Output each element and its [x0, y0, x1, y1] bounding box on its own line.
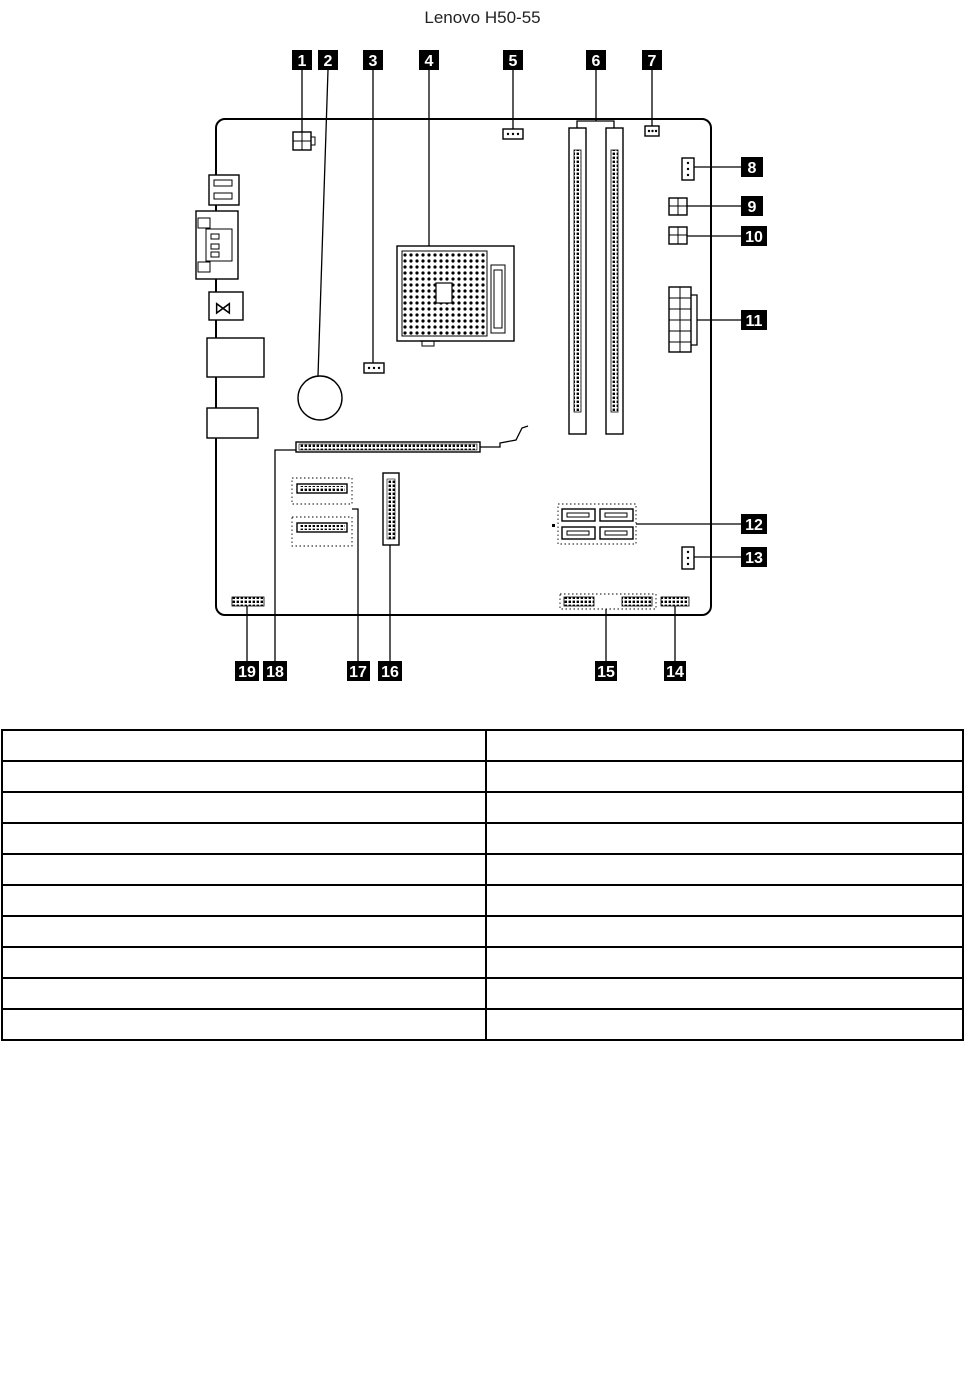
power-connector-9	[669, 198, 687, 215]
callout-label-8: 8	[747, 160, 757, 177]
table-cell-description	[486, 885, 963, 916]
memory-slot-1	[569, 128, 586, 434]
diagram-title: Lenovo H50-55	[424, 8, 541, 27]
table-cell-description	[486, 916, 963, 947]
callout-13	[741, 547, 767, 567]
header-19	[232, 597, 264, 606]
callout-18	[263, 661, 287, 681]
callout-label-15: 15	[597, 664, 615, 681]
callout-label-6: 6	[591, 53, 601, 70]
table-cell-number	[2, 761, 486, 792]
callout-2	[318, 50, 338, 70]
board-outline	[216, 119, 711, 615]
callout-15	[595, 661, 617, 681]
table-row	[2, 978, 963, 1009]
callout-19	[235, 661, 259, 681]
callout-8	[741, 157, 763, 177]
table-cell-description	[486, 730, 963, 761]
callout-1	[292, 50, 312, 70]
table-cell-description	[486, 854, 963, 885]
mini-pcie-slot	[383, 473, 399, 545]
callout-16	[378, 661, 402, 681]
callout-9	[741, 196, 763, 216]
power-connector-10	[669, 227, 687, 244]
table-cell-description	[486, 947, 963, 978]
table-cell-description	[486, 978, 963, 1009]
callout-17	[347, 661, 370, 681]
table-row	[2, 854, 963, 885]
table-cell-number	[2, 823, 486, 854]
callout-label-9: 9	[747, 199, 757, 216]
table-row	[2, 761, 963, 792]
table-row	[2, 947, 963, 978]
system-fan-connector-3	[364, 363, 384, 373]
callout-10	[741, 226, 767, 246]
callout-label-14: 14	[666, 664, 684, 681]
callout-3	[363, 50, 383, 70]
table-row	[2, 1009, 963, 1040]
callout-label-7: 7	[647, 53, 657, 70]
callout-4	[419, 50, 439, 70]
callout-label-2: 2	[323, 53, 333, 70]
table-row	[2, 885, 963, 916]
callout-5	[503, 50, 523, 70]
callout-label-11: 11	[745, 313, 763, 330]
fan-connector-13	[682, 547, 694, 569]
table-cell-description	[486, 1009, 963, 1040]
callout-label-12: 12	[745, 517, 763, 534]
table-row	[2, 916, 963, 947]
table-cell-description	[486, 823, 963, 854]
table-cell-description	[486, 792, 963, 823]
table-cell-number	[2, 947, 486, 978]
table-cell-number	[2, 978, 486, 1009]
table-cell-number	[2, 854, 486, 885]
callout-label-3: 3	[368, 53, 378, 70]
callout-label-10: 10	[745, 229, 763, 246]
callout-label-5: 5	[508, 53, 518, 70]
callout-11	[741, 310, 767, 330]
jumper-7	[645, 126, 659, 136]
cpu-socket	[397, 246, 514, 346]
callout-label-4: 4	[424, 53, 434, 70]
callout-14	[664, 661, 686, 681]
table-row	[2, 792, 963, 823]
callout-label-17: 17	[349, 664, 367, 681]
svg-text:⋈: ⋈	[214, 298, 232, 318]
callout-label-1: 1	[297, 53, 307, 70]
fan-connector-8	[682, 158, 694, 180]
cpu-fan-connector-5	[503, 129, 523, 139]
parts-table	[1, 729, 964, 1041]
callout-label-16: 16	[381, 664, 399, 681]
table-cell-number	[2, 792, 486, 823]
callout-label-18: 18	[266, 664, 284, 681]
table-cell-number	[2, 885, 486, 916]
table-cell-description	[486, 761, 963, 792]
table-cell-number	[2, 1009, 486, 1040]
callout-6	[586, 50, 606, 70]
battery	[298, 376, 342, 420]
main-power-connector	[669, 287, 691, 352]
callout-label-13: 13	[745, 550, 763, 567]
table-cell-number	[2, 730, 486, 761]
table-row	[2, 823, 963, 854]
table-row	[2, 730, 963, 761]
header-14	[661, 597, 689, 606]
table-cell-number	[2, 916, 486, 947]
callout-label-19: 19	[238, 664, 256, 681]
memory-slot-2	[606, 128, 623, 434]
callout-12	[741, 514, 767, 534]
callout-7	[642, 50, 662, 70]
